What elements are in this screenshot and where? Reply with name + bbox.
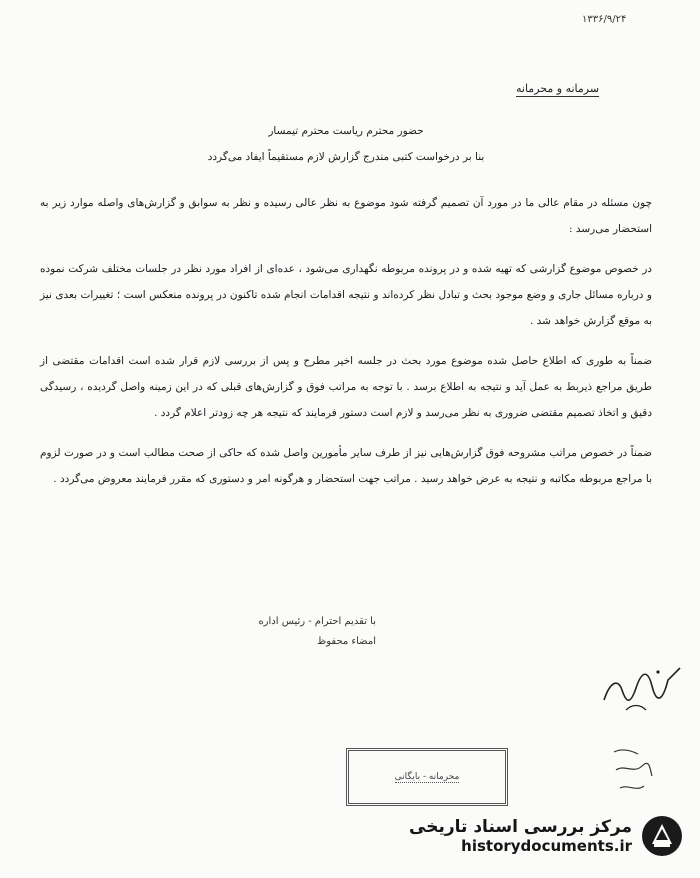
watermark-org-name: مرکز بررسی اسناد تاریخی xyxy=(409,817,632,837)
closing-block xyxy=(96,612,376,652)
salutation-line: بنا بر درخواست کتبی مندرج گزارش لازم مستقیماً ایفاد می‌گردد xyxy=(207,151,485,163)
classification-heading: سرمانه و محرمانه xyxy=(516,82,600,95)
watermark-text xyxy=(409,817,632,855)
archive-logo-icon xyxy=(640,814,684,858)
letter-body xyxy=(40,118,652,506)
paragraph: ضمناً به طوری که اطلاع حاصل شده موضوع مورد بحث در جلسه اخیر مطرح و پس از بررسی لازم قرار شده است اقدامات مقتضی از طریق مراجع ذیربط به عمل آید و نتیجه به اطلاع برسد . با توجه به مراتب فوق و گزارش‌های قبلی که در این زمینه واصل گردیده ، رسیدگی دقیق و اتخاذ تصمیم مقتضی ضروری به نظر می‌رسد و لازم است دستور فرمایند که نتیجه هر چه زودتر اعلام گردد . xyxy=(40,355,652,419)
document-date: ۱۳۳۶/۹/۲۴ xyxy=(582,14,627,25)
closing-line: با تقدیم احترام - رئیس اداره xyxy=(258,616,376,627)
salutation-block xyxy=(40,118,652,170)
handwritten-signature xyxy=(596,660,686,724)
watermark-url: historydocuments.ir xyxy=(461,837,632,855)
handwritten-note xyxy=(608,740,658,804)
salutation-line: حضور محترم ریاست محترم تیمسار xyxy=(268,125,424,137)
paragraph: در خصوص موضوع گزارشی که تهیه شده و در پرونده مربوطه نگهداری می‌شود ، عده‌ای از افراد مورد نظر در جلسات مختلف شرکت نموده و درباره مسائل جاری و وضع موجود بحث و تبادل نظر کرده‌اند و نتیجه اقدامات انجام شده تاکنون در پرونده منعکس است ؛ تغییرات بعدی نیز به موقع گزارش خواهد شد . xyxy=(40,263,652,327)
paragraph: چون مسئله در مقام عالی ما در مورد آن تصمیم گرفته شود موضوع به نظر عالی رسیده و نظر به سوابق و گزارش‌های واصله موارد زیر به استحضار می‌رسد : xyxy=(40,197,652,235)
paragraph: ضمناً در خصوص مراتب مشروحه فوق گزارش‌هایی نیز از طرف سایر مأمورین واصل شده که حاکی از صحت مطالب است و در صورت لزوم با مراجع مربوطه مکاتبه و نتیجه به عرض خواهد رسید . مراتب جهت استحضار و هرگونه امر و دستوری که مقرر فرمایند معروض می‌گردد . xyxy=(40,447,652,485)
closing-line: امضاء محفوظ xyxy=(316,636,376,647)
stamp-text: محرمانه - بایگانی xyxy=(394,771,460,782)
archive-watermark xyxy=(409,814,684,858)
stamp-box xyxy=(346,748,508,806)
